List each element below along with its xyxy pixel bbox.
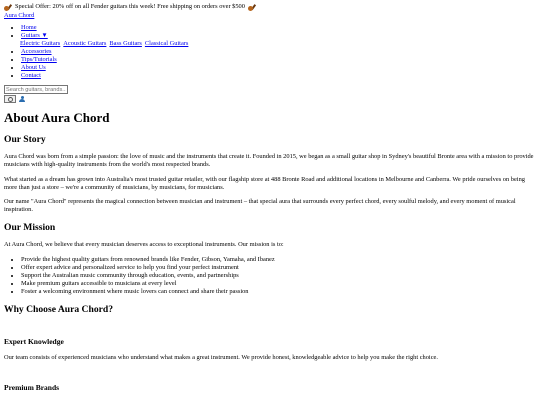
- search-tools: [4, 95, 536, 103]
- submenu-link-acoustic[interactable]: Acoustic Guitars: [63, 40, 107, 47]
- nav-item-about: [21, 64, 536, 72]
- mission-intro: At Aura Chord, we believe that every musician deserves access to exceptional instruments. Our mission is to:: [4, 241, 284, 249]
- nav-item-home: [21, 24, 536, 32]
- search-area: [4, 85, 536, 103]
- nav-item-contact: [21, 72, 536, 80]
- mission-item: • Offer expert advice and personalized service to help you find your perfect instrument: [21, 264, 536, 272]
- search-button[interactable]: [4, 95, 16, 103]
- nav-item-guitars: [21, 32, 536, 48]
- site-logo-link[interactable]: Aura Chord: [4, 12, 35, 19]
- story-paragraph: Our name "Aura Chord" represents the magical connection between musician and instrument – that special aura that surrounds every perfect chord, every soulful melody, and every moment of musical inspiration.: [4, 198, 516, 214]
- main-nav: [4, 24, 536, 80]
- guitars-submenu: [20, 40, 536, 48]
- mission-item: • Provide the highest quality guitars from renowned brands like Fender, Gibson, Yamaha, and Ibanez: [21, 256, 536, 264]
- nav-link-about[interactable]: About Us: [21, 64, 46, 71]
- feature-title: Premium Brands: [4, 383, 60, 393]
- submenu-link-electric[interactable]: Electric Guitars: [20, 40, 61, 47]
- story-paragraph: What started as a dream has grown into Australia's most trusted guitar retailer, with our flagship store at 488 Bronte Road and additional locations in Melbourne and Canberra. We pride ourselves on being more than just a store – we're a community of musicians, by musicians, for musicians.: [4, 175, 525, 191]
- submenu-link-bass[interactable]: Bass Guitars: [109, 40, 142, 47]
- why-heading: Why Choose Aura Chord?: [4, 304, 114, 315]
- story-paragraph: Aura Chord was born from a simple passion: the love of music and the instruments that create it. Founded in 2015, we began as a small guitar shop in Sydney's beautiful Bronte area with a mission to provide musicians with high-quality instruments from the world's most respected brands.: [4, 153, 534, 169]
- nav-link-tips[interactable]: Tips/Tutorials: [21, 56, 57, 63]
- nav-link-contact[interactable]: Contact: [21, 72, 41, 79]
- mission-item: • Make premium guitars accessible to musicians at every level: [21, 280, 536, 288]
- guitar-icon: [248, 3, 256, 11]
- nav-link-accessories[interactable]: Accessories: [21, 48, 52, 55]
- guitar-icon: [4, 3, 12, 11]
- mission-heading: Our Mission: [4, 222, 56, 234]
- mission-list: [4, 256, 536, 296]
- feature-title: Expert Knowledge: [4, 336, 64, 346]
- nav-item-accessories: [21, 48, 536, 56]
- nav-item-tips: [21, 56, 536, 64]
- story-heading: Our Story: [4, 134, 46, 146]
- search-input[interactable]: [4, 85, 68, 94]
- mission-item: • Support the Australian music community through education, events, and partnerships: [21, 272, 536, 280]
- feature-text: Our team consists of experienced musicians who understand what makes a great instrument. We provide honest, knowledgeable advice to help you make the right choice.: [4, 354, 438, 362]
- mission-item: • Foster a welcoming environment where music lovers can connect and share their passion: [21, 288, 536, 296]
- promo-banner: [4, 3, 536, 11]
- promo-text: Special Offer: 20% off on all Fender guitars this week! Free shipping on orders over $500: [15, 3, 245, 10]
- nav-link-home[interactable]: Home: [21, 24, 37, 31]
- page-title: About Aura Chord: [4, 110, 110, 125]
- submenu-link-classical[interactable]: Classical Guitars: [144, 40, 189, 47]
- search-icon: [8, 97, 13, 102]
- user-icon[interactable]: [19, 96, 25, 103]
- nav-link-guitars[interactable]: Guitars ▼: [21, 32, 48, 39]
